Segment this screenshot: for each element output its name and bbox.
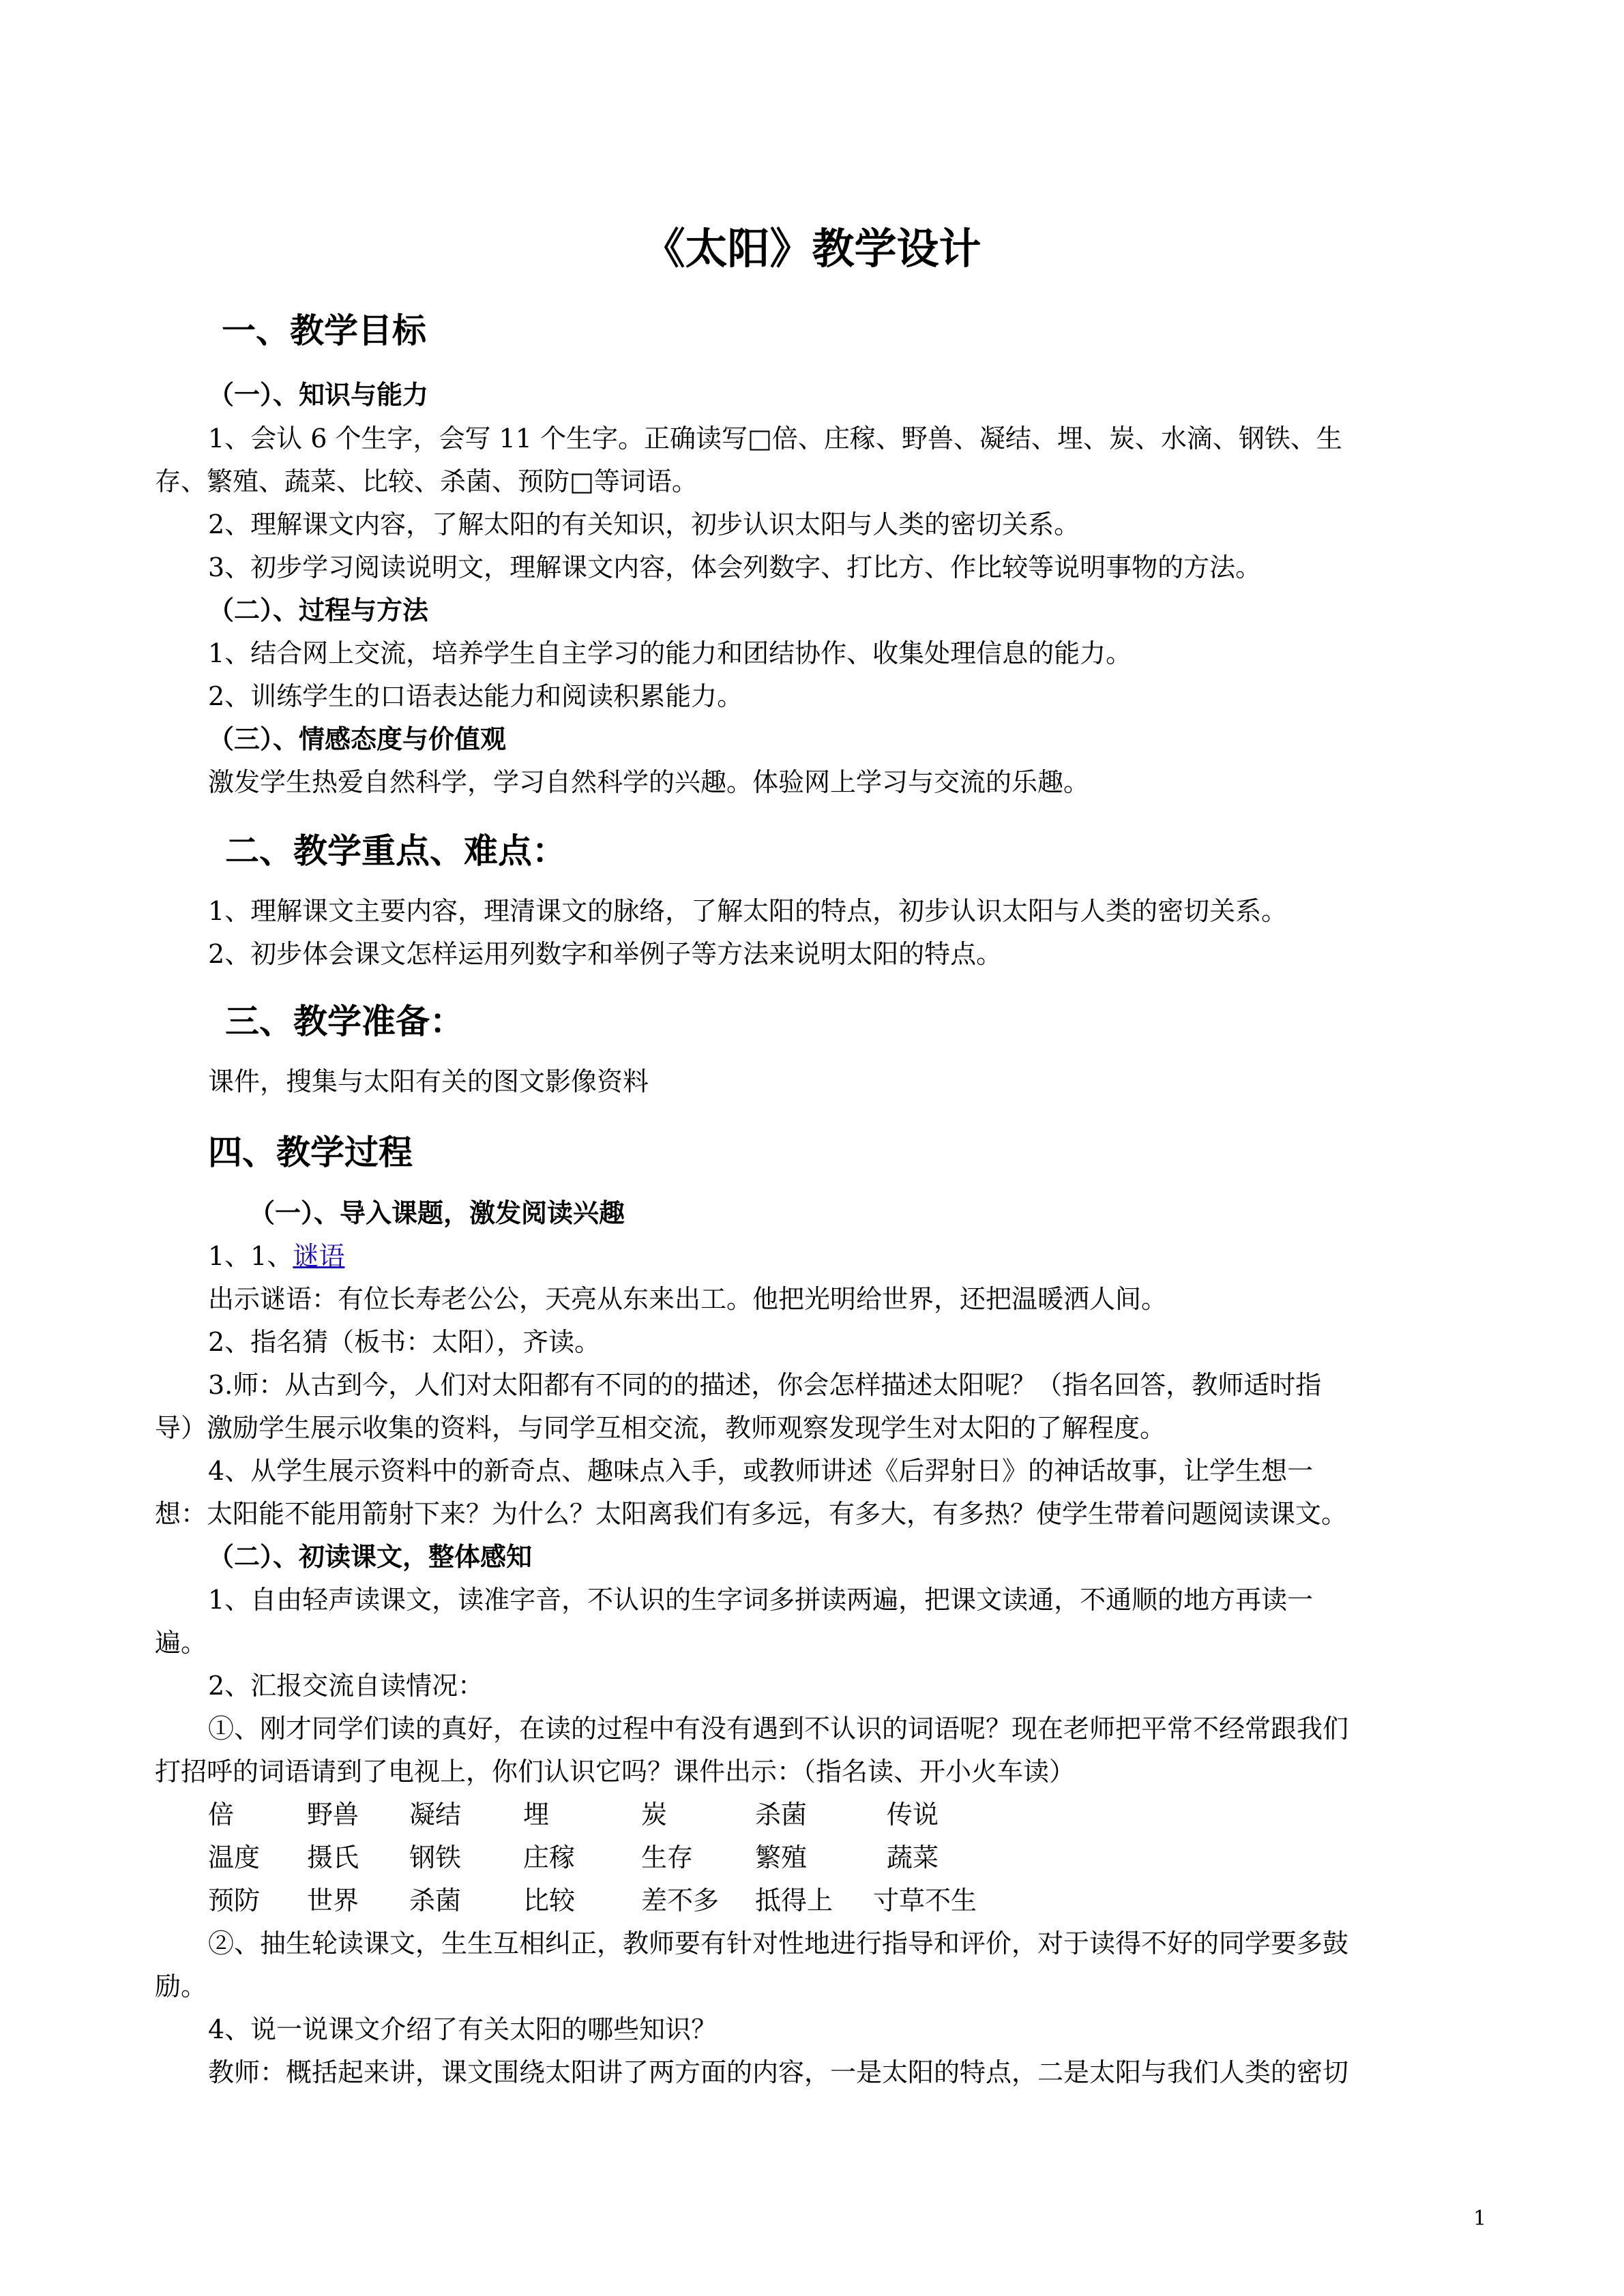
document-title: 《太阳》教学设计	[643, 224, 981, 273]
subheading-first-reading: （二）、初读课文，整体感知	[208, 1542, 533, 1572]
vocab-word: 倍	[208, 1800, 235, 1830]
riddle-prefix: 1、1、	[208, 1241, 293, 1271]
heading-preparation: 三、教学准备：	[225, 1002, 464, 1041]
vocab-word: 蔬菜	[887, 1843, 939, 1873]
vocab-word: 杀菌	[409, 1885, 462, 1915]
vocab-word: 埋	[523, 1800, 550, 1830]
paragraph-line: 2、初步体会课文怎样运用列数字和举例子等方法来说明太阳的特点。	[208, 939, 1003, 969]
vocab-word: 炭	[641, 1800, 668, 1830]
paragraph-line: 激发学生热爱自然科学，学习自然科学的兴趣。体验网上学习与交流的乐趣。	[208, 767, 1090, 797]
paragraph-line: 想：太阳能不能用箭射下来？为什么？太阳离我们有多远，有多大，有多热？使学生带着问题阅读课文。	[155, 1499, 1348, 1529]
heading-process: 四、教学过程	[208, 1133, 413, 1172]
paragraph-line: 4、说一说课文介绍了有关太阳的哪些知识？	[208, 2014, 718, 2044]
paragraph-line: 打招呼的词语请到了电视上，你们认识它吗？课件出示：（指名读、开小火车读）	[155, 1757, 1076, 1787]
paragraph-line: 2、理解课文内容，了解太阳的有关知识，初步认识太阳与人类的密切关系。	[208, 509, 1080, 539]
paragraph-line: ①、刚才同学们读的真好，在读的过程中有没有遇到不认识的词语呢？现在老师把平常不经常跟我们	[208, 1714, 1349, 1744]
vocab-word: 世界	[307, 1885, 359, 1915]
paragraph-line: 励。	[155, 1971, 207, 2001]
paragraph-line: 导）激励学生展示收集的资料，与同学互相交流，教师观察发现学生对太阳的了解程度。	[155, 1413, 1166, 1443]
paragraph-line: 出示谜语：有位长寿老公公，天亮从东来出工。他把光明给世界，还把温暖洒人间。	[208, 1284, 1168, 1314]
vocab-word: 野兽	[307, 1800, 359, 1830]
subheading-knowledge: （一）、知识与能力	[208, 380, 429, 410]
paragraph-line: 2、训练学生的口语表达能力和阅读积累能力。	[208, 681, 743, 711]
subheading-intro: （一）、导入课题，激发阅读兴趣	[249, 1198, 625, 1228]
page-number: 1	[1473, 2207, 1487, 2231]
paragraph-line: 2、指名猜（板书：太阳），齐读。	[208, 1327, 601, 1357]
paragraph-line: 课件，搜集与太阳有关的图文影像资料	[208, 1067, 649, 1097]
vocab-word: 寸草不生	[873, 1885, 977, 1915]
paragraph-line: 2、汇报交流自读情况：	[208, 1671, 484, 1701]
vocab-word: 传说	[887, 1800, 939, 1830]
riddle-link[interactable]: 谜语	[293, 1241, 345, 1271]
vocab-word: 生存	[641, 1843, 694, 1873]
vocab-word: 摄氏	[307, 1843, 359, 1873]
paragraph-line: 1、理解课文主要内容，理清课文的脉络，了解太阳的特点，初步认识太阳与人类的密切关系。	[208, 896, 1288, 926]
paragraph-line: 4、从学生展示资料中的新奇点、趣味点入手，或教师讲述《后羿射日》的神话故事，让学生想一	[208, 1456, 1314, 1486]
heading-objectives: 一、教学目标	[222, 311, 426, 351]
paragraph-line: 存、繁殖、蔬菜、比较、杀菌、预防□等词语。	[155, 466, 698, 496]
subheading-process: （二）、过程与方法	[208, 595, 429, 625]
vocab-word: 温度	[208, 1843, 261, 1873]
vocab-word: 庄稼	[523, 1843, 576, 1873]
riddle-line	[208, 1235, 344, 1272]
paragraph-line: 1、结合网上交流，培养学生自主学习的能力和团结协作、收集处理信息的能力。	[208, 638, 1132, 668]
subheading-attitude: （三）、情感态度与价值观	[208, 724, 507, 754]
vocab-word: 杀菌	[755, 1800, 808, 1830]
paragraph-line: 1、会认 6 个生字，会写 11 个生字。正确读写□倍、庄稼、野兽、凝结、埋、炭、水滴、钢铁、生	[208, 423, 1342, 453]
paragraph-line: ②、抽生轮读课文，生生互相纠正，教师要有针对性地进行指导和评价，对于读得不好的同学要多鼓	[208, 1928, 1349, 1958]
paragraph-line: 遍。	[155, 1628, 207, 1658]
vocab-word: 抵得上	[755, 1885, 833, 1915]
vocab-word: 差不多	[641, 1885, 720, 1915]
vocab-word: 凝结	[409, 1800, 462, 1830]
paragraph-line: 3.师：从古到今，人们对太阳都有不同的的描述，你会怎样描述太阳呢？（指名回答，教师适时指	[208, 1370, 1322, 1400]
vocab-word: 比较	[523, 1885, 576, 1915]
paragraph-line: 1、自由轻声读课文，读准字音，不认识的生字词多拼读两遍，把课文读通，不通顺的地方再读一	[208, 1585, 1314, 1615]
paragraph-line: 3、初步学习阅读说明文，理解课文内容，体会列数字、打比方、作比较等说明事物的方法。	[208, 552, 1262, 582]
vocab-word: 预防	[208, 1885, 261, 1915]
vocab-word: 钢铁	[409, 1843, 462, 1873]
vocab-word: 繁殖	[755, 1843, 808, 1873]
paragraph-line: 教师：概括起来讲，课文围绕太阳讲了两方面的内容，一是太阳的特点，二是太阳与我们人类的密切	[208, 2057, 1349, 2087]
heading-key-points: 二、教学重点、难点：	[225, 831, 566, 871]
